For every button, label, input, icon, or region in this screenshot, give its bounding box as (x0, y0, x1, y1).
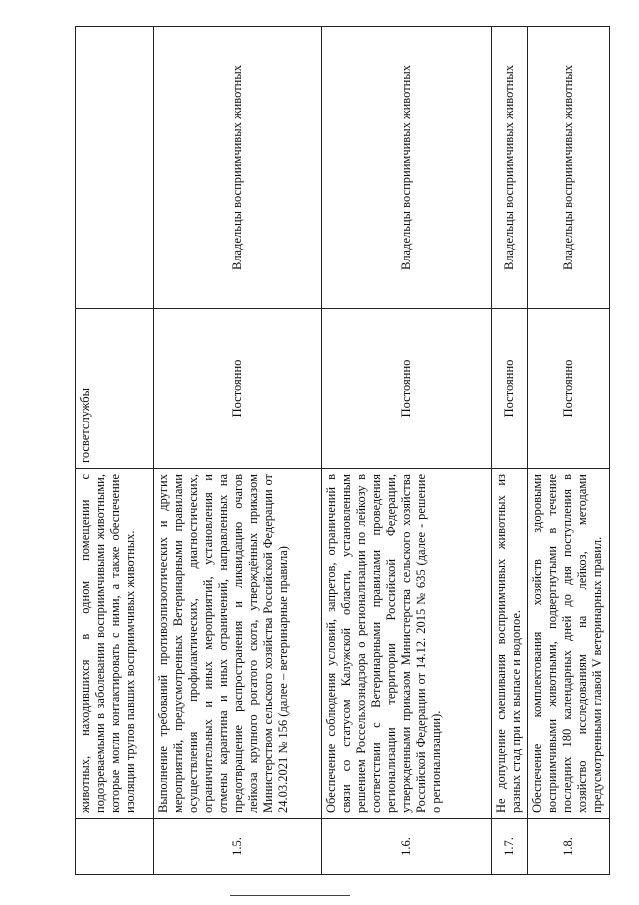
event-text: Обеспечение соблюдения условий, запретов, ограничений в связи со статусом Калужской области, установленным решением Россельхознадзора о регионализации по лейкозу в соответствии с Ветеринарными правилами проведения регионализации территории Российской Федерации, утвержденными приказом Министерства сельского хозяйства Российской Федерации от 14.12. 2015 № 635 (далее - решение о регионализации). (321, 469, 491, 819)
event-text: Обеспечение комплектования хозяйств здоровыми восприимчивыми животными, подвергнутыми в течение последних 180 календарных дней до дня поступления в хозяйство исследованиям на лейкоз, методами предусмотренными главой V ветеринарных правил. (527, 469, 609, 819)
event-text: Выполнение требований противоэпизоотических и других мероприятий, предусмотренных Ветеринарными правилами осуществления профилактических, диагностических, ограничительных и иных мероприятий, установления и отмены карантина и иных ограничений, направленных на предотвращение распространения и ликвидацию очагов лейкоза крупного рогатого скота, утверждённых приказом Министерством сельского хозяйства Российской Федерации от 24.03.2021 № 156 (далее – ветеринарные правила) (154, 469, 322, 819)
event-text: Не допущение смешивания восприимчивых животных из разных стад при их выпасе и водопое. (491, 469, 527, 819)
row-number: 1.7. (491, 819, 527, 875)
row-number: 1.6. (321, 819, 491, 875)
responsible-text: Владельцы восприимчивых животных (491, 27, 527, 309)
term-text: Постоянно (321, 309, 491, 469)
term-text: Постоянно (527, 309, 609, 469)
table-row (154, 27, 322, 875)
row-number (76, 819, 154, 875)
measures-table (75, 26, 610, 875)
table-row (491, 27, 527, 875)
row-number: 1.5. (154, 819, 322, 875)
responsible-text: Владельцы восприимчивых животных (527, 27, 609, 309)
responsible-text: Владельцы восприимчивых животных (154, 27, 322, 309)
scan-edge-line (230, 895, 350, 896)
table-row (527, 27, 609, 875)
table-row (76, 27, 154, 875)
responsible-text: Владельцы восприимчивых животных (321, 27, 491, 309)
responsible-text (76, 27, 154, 309)
event-text: животных, находившихся в одном помещении с подозреваемыми в заболевании восприимчивыми животными, которые могли контактировать с ними, а также обеспечение изоляции трупов павших восприимчивых животных. (76, 469, 154, 819)
term-text: Постоянно (491, 309, 527, 469)
term-text: Постоянно (154, 309, 322, 469)
term-text: госветслужбы (76, 309, 154, 469)
row-number: 1.8. (527, 819, 609, 875)
table-row (321, 27, 491, 875)
